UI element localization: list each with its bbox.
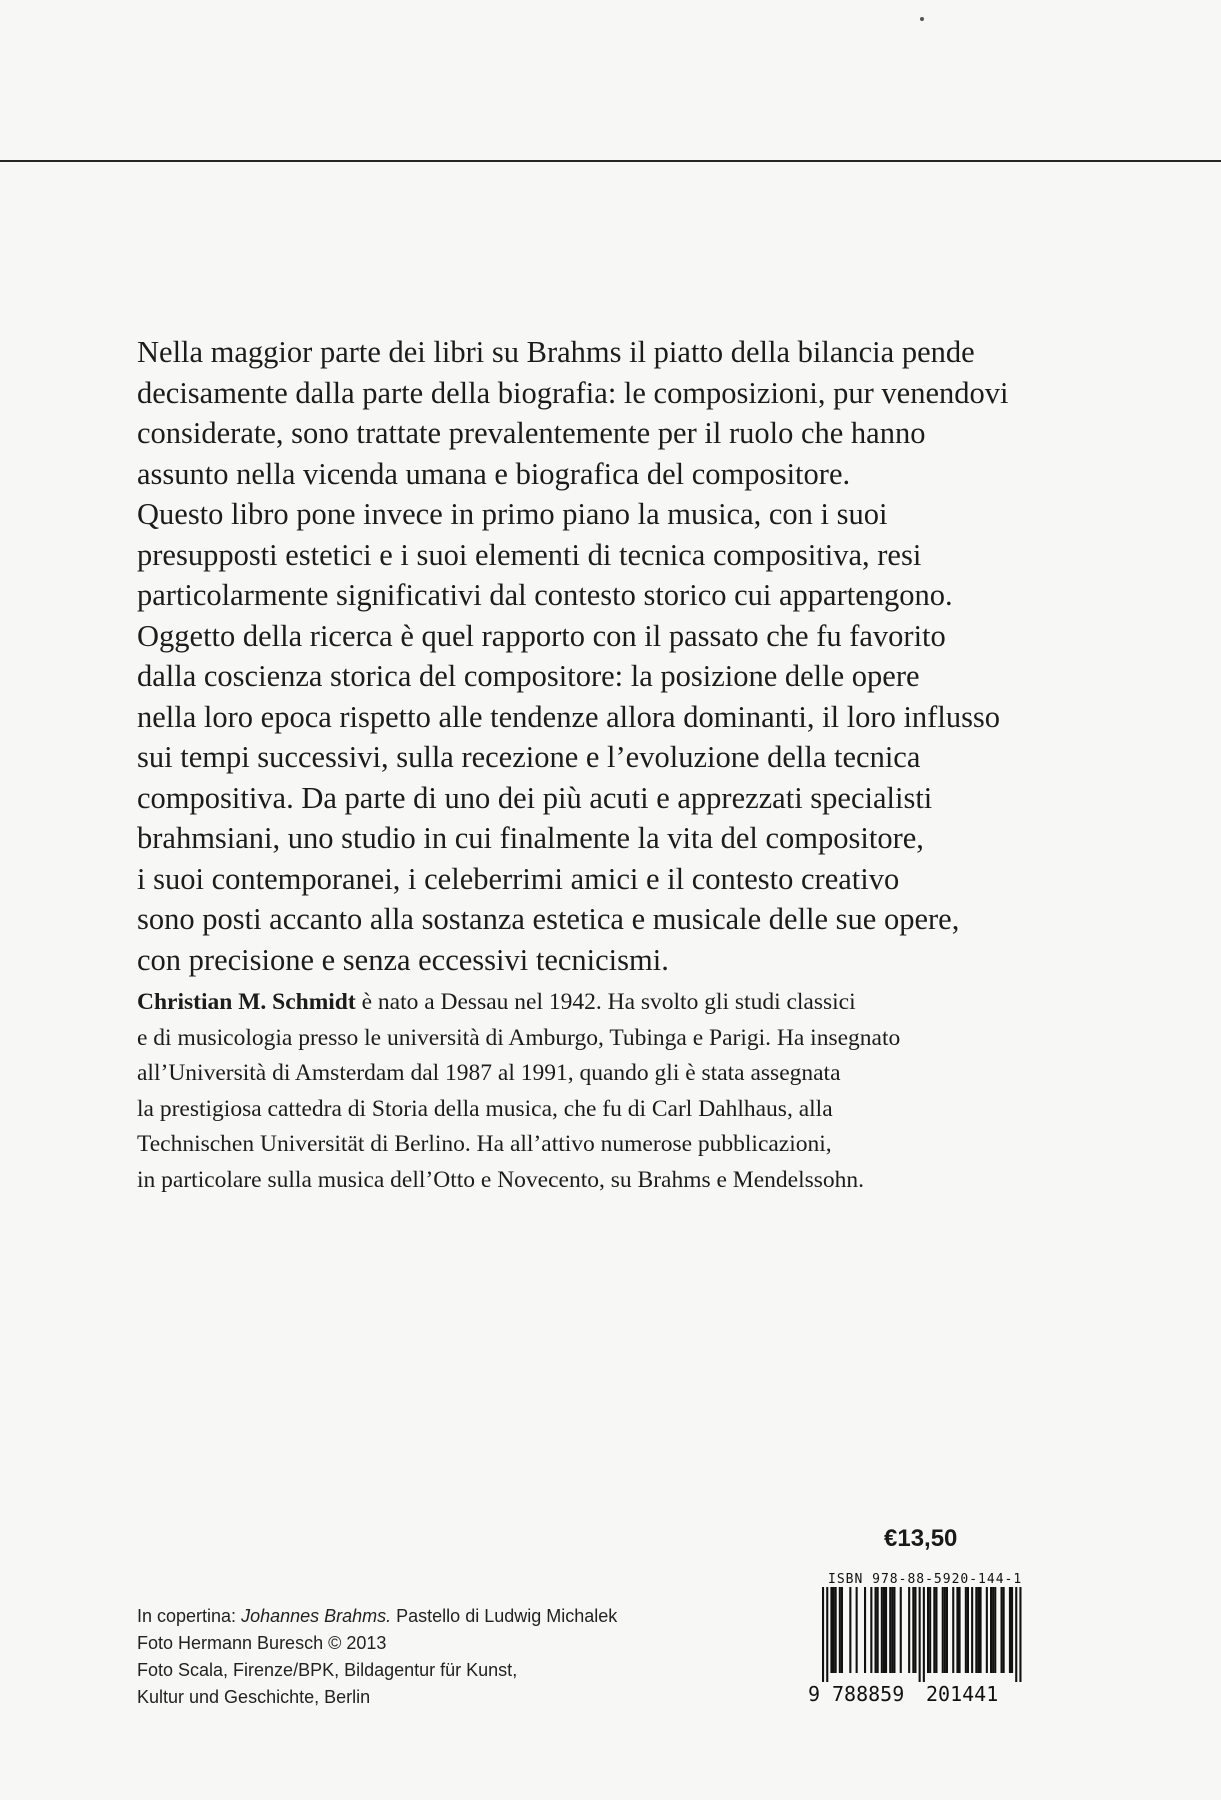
- blurb-line: nella loro epoca rispetto alle tendenze allora dominanti, il loro influsso: [137, 699, 1001, 734]
- blurb-line: sui tempi successivi, sulla recezione e l’evoluzione della tecnica: [137, 740, 921, 774]
- barcode-bar: [885, 1587, 887, 1673]
- barcode-bar: [986, 1587, 988, 1673]
- barcode-bar: [1009, 1587, 1011, 1673]
- blurb-line: con precisione e senza eccessivi tecnicismi.: [137, 942, 669, 977]
- blurb-line: brahmsiani, uno studio in cui finalmente la vita del compositore,: [137, 821, 924, 855]
- print-speck: [920, 17, 924, 21]
- bio-line: la prestigiosa cattedra di Storia della musica, che fu di Carl Dahlhaus, alla: [137, 1095, 833, 1122]
- barcode-bar: [1001, 1587, 1003, 1673]
- cover-title: Johannes Brahms.: [241, 1606, 392, 1626]
- barcode-bar: [870, 1587, 872, 1673]
- barcode-bar: [856, 1587, 858, 1673]
- barcode-bar: [841, 1587, 843, 1673]
- barcode-bar: [914, 1587, 916, 1673]
- blurb-line: considerate, sono trattate prevalentemente per il ruolo che hanno: [137, 416, 926, 450]
- author-name: Christian M. Schmidt: [137, 989, 356, 1015]
- barcode-bar: [975, 1587, 977, 1673]
- barcode-bar: [839, 1587, 841, 1673]
- barcode-bar: [990, 1587, 992, 1673]
- ean-first-digit: 9: [808, 1682, 821, 1706]
- barcode-bar: [956, 1587, 958, 1673]
- barcode-bar: [835, 1587, 837, 1673]
- blurb-line: decisamente dalla parte della biografia: le composizioni, pur venendovi: [137, 375, 1009, 410]
- blurb-line: dalla coscienza storica del compositore: la posizione delle opere: [137, 659, 920, 693]
- blurb-line: presupposti estetici e i suoi elementi di tecnica compositiva, resi: [137, 537, 922, 572]
- blurb-line: sono posti accanto alla sostanza estetica e musicale delle sue opere,: [137, 902, 960, 936]
- bio-line: [137, 985, 1097, 1021]
- credit-line: Foto Hermann Buresch © 2013: [137, 1633, 387, 1653]
- barcode-guard-bar: [1019, 1587, 1021, 1682]
- bio-line: all’Università di Amsterdam dal 1987 al 1991, quando gli è stata assegnata: [137, 1060, 841, 1086]
- barcode-bar: [849, 1587, 851, 1673]
- book-blurb: [137, 332, 1097, 980]
- barcode-bar: [830, 1587, 832, 1673]
- ean-right-group: 201441: [926, 1682, 999, 1706]
- credit-line: Kultur und Geschichte, Berlin: [137, 1687, 371, 1707]
- isbn-label: ISBN 978-88-5920-144-1: [828, 1572, 1023, 1587]
- barcode-bar: [900, 1587, 902, 1673]
- blurb-line: compositiva. Da parte di uno dei più acuti e apprezzati specialisti: [137, 780, 933, 815]
- barcode-bar: [912, 1587, 914, 1673]
- barcode-bar: [883, 1587, 885, 1673]
- barcode-bar: [1003, 1587, 1005, 1673]
- blurb-line: particolarmente significativi dal contesto storico cui appartengono.: [137, 578, 953, 612]
- ean-digits: [808, 1682, 1028, 1710]
- blurb-line: assunto nella vicenda umana e biografica del compositore.: [137, 456, 851, 491]
- credit-line: Foto Scala, Firenze/BPK, Bildagentur für Kunst,: [137, 1660, 518, 1680]
- barcode-bar: [971, 1587, 973, 1673]
- barcode-bar: [893, 1587, 895, 1673]
- blurb-line: Nella maggior parte dei libri su Brahms il piatto della bilancia pende: [137, 335, 975, 369]
- barcode-bar: [992, 1587, 994, 1673]
- barcode-bar: [877, 1587, 879, 1673]
- bio-line: in particolare sulla musica dell’Otto e Novecento, su Brahms e Mendelssohn.: [137, 1166, 865, 1193]
- barcode-bar: [935, 1587, 937, 1673]
- barcode-bar: [933, 1587, 935, 1673]
- bio-first-line-text: è nato a Dessau nel 1942. Ha svolto gli studi classici: [355, 989, 856, 1015]
- barcode-guard-bar: [822, 1587, 824, 1682]
- top-rule: [0, 160, 1221, 162]
- barcode-bar: [833, 1587, 835, 1673]
- price-label: €13,50: [884, 1525, 958, 1552]
- bio-line: e di musicologia presso le università di Amburgo, Tubinga e Parigi. Ha insegnato: [137, 1024, 901, 1051]
- barcode-guard-bar: [919, 1587, 921, 1682]
- author-bio: [137, 985, 1097, 1198]
- barcode-guard-bar: [923, 1587, 925, 1682]
- barcode-bar: [965, 1587, 967, 1673]
- blurb-line: Questo libro pone invece in primo piano la musica, con i suoi: [137, 497, 888, 531]
- barcode-bar: [891, 1587, 893, 1673]
- barcode-guard-bar: [826, 1587, 828, 1682]
- bio-line: Technischen Universität di Berlino. Ha all’attivo numerose pubblicazioni,: [137, 1131, 832, 1157]
- barcode-bar: [946, 1587, 948, 1673]
- blurb-line: i suoi contemporanei, i celeberrimi amici e il contesto creativo: [137, 861, 900, 896]
- cover-label: In copertina:: [137, 1606, 242, 1626]
- barcode-bar: [875, 1587, 877, 1673]
- barcode-bar: [977, 1587, 979, 1673]
- barcode-bar: [864, 1587, 866, 1673]
- barcode-bar: [944, 1587, 946, 1673]
- barcode-bar: [942, 1587, 944, 1673]
- credit-line: [137, 1603, 697, 1630]
- cover-artist: Pastello di Ludwig Michalek: [391, 1606, 618, 1626]
- barcode: [808, 1587, 1028, 1682]
- barcode-bar: [929, 1587, 931, 1673]
- barcode-bar: [908, 1587, 910, 1673]
- barcode-bar: [881, 1587, 883, 1673]
- barcode-bar: [952, 1587, 954, 1673]
- cover-credits: [137, 1603, 697, 1711]
- barcode-bar: [927, 1587, 929, 1673]
- ean-left-group: 788859: [832, 1682, 905, 1706]
- barcode-bar: [967, 1587, 969, 1673]
- barcode-bar: [1011, 1587, 1013, 1673]
- barcode-bar: [889, 1587, 891, 1673]
- blurb-line: Oggetto della ricerca è quel rapporto con il passato che fu favorito: [137, 618, 946, 653]
- barcode-guard-bar: [1015, 1587, 1017, 1682]
- barcode-bar: [980, 1587, 982, 1673]
- barcode-bar: [994, 1587, 996, 1673]
- barcode-bar: [959, 1587, 961, 1673]
